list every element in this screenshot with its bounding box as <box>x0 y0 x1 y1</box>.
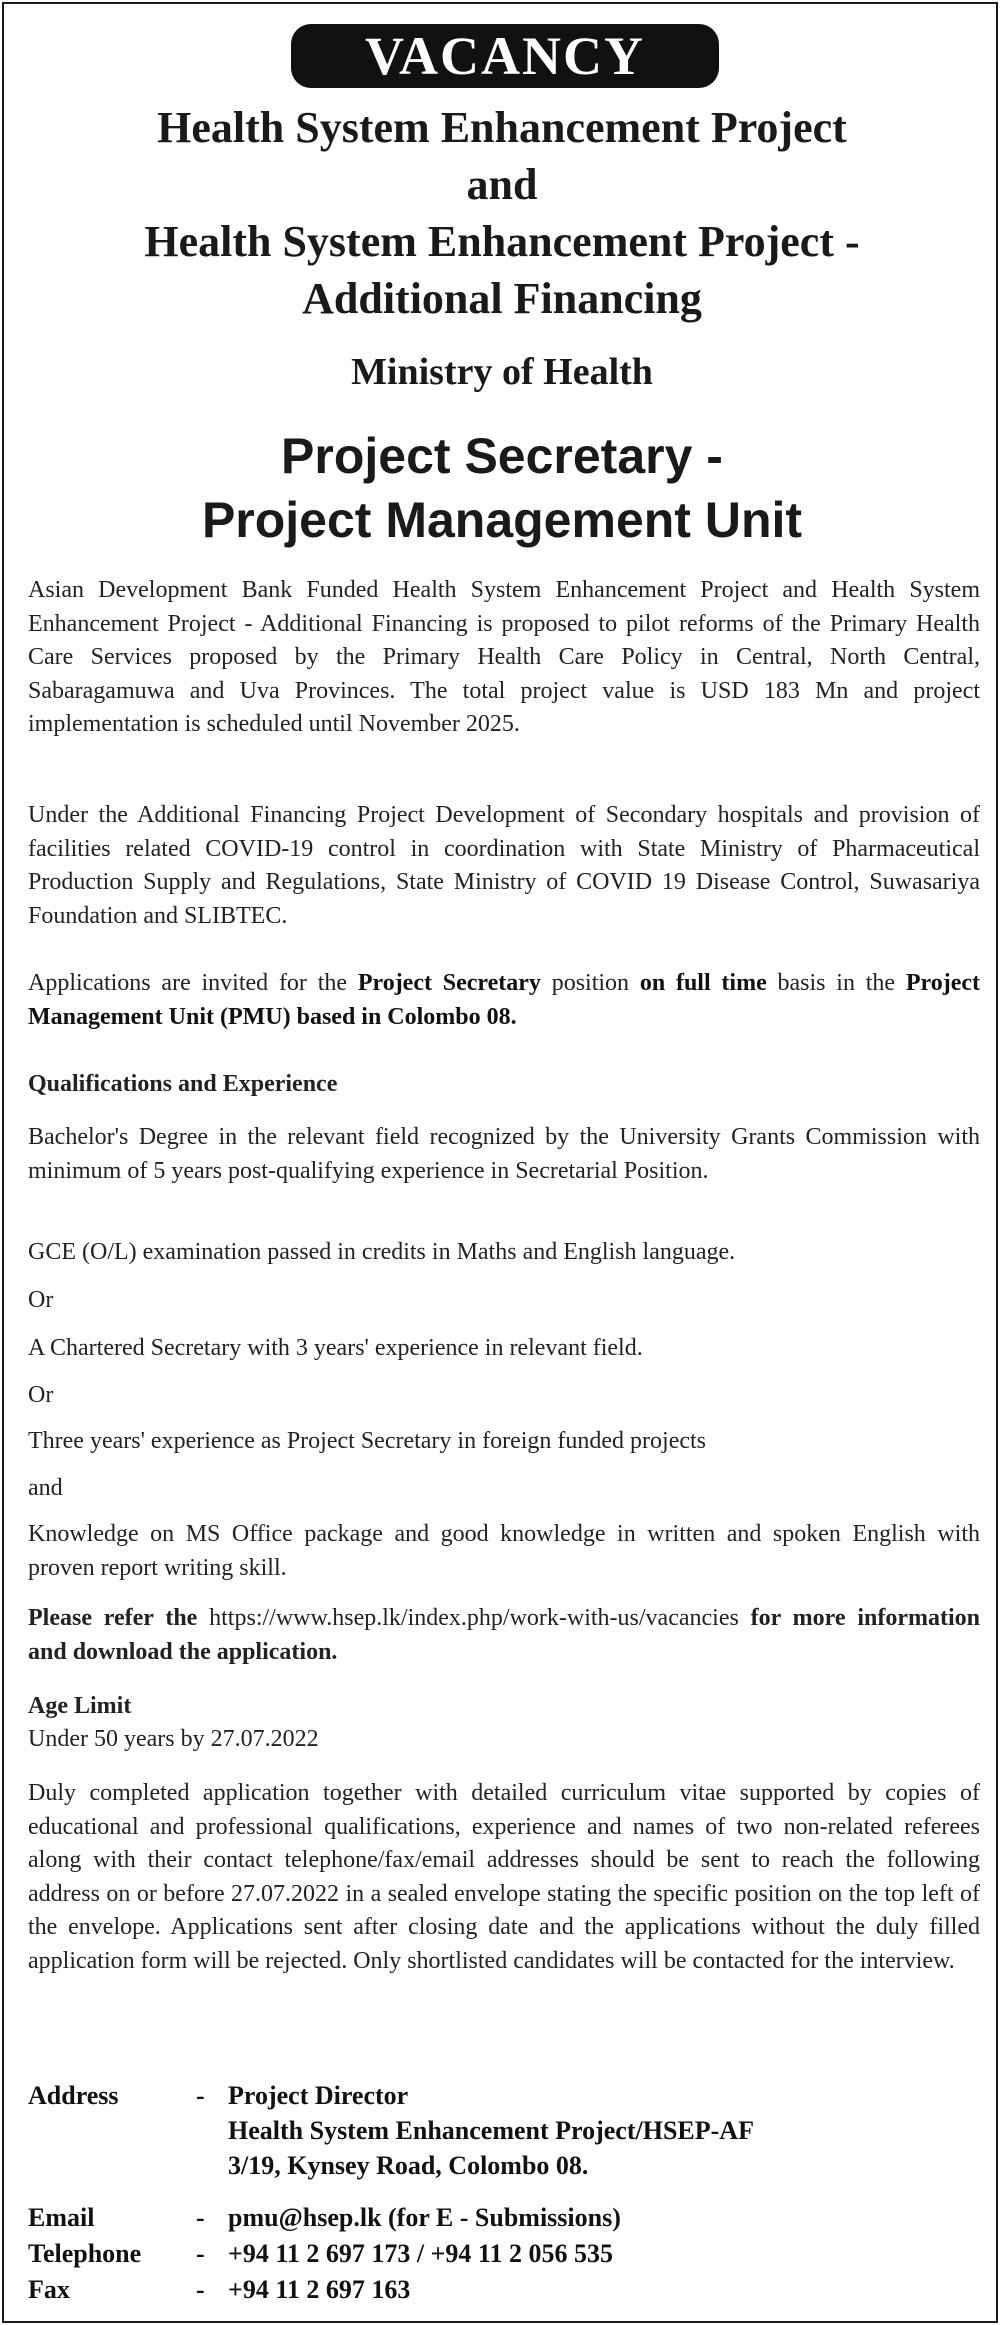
fax-value: +94 11 2 697 163 <box>228 2275 411 2304</box>
address-label: Address <box>28 2081 119 2110</box>
qualifications-heading: Qualifications and Experience <box>28 1071 338 1097</box>
qualification-chartered: A Chartered Secretary with 3 years' experience in relevant field. <box>28 1335 643 1361</box>
qualification-knowledge: Knowledge on MS Office package and good knowledge in written and spoken English with proven report writing skill. <box>28 1521 980 1581</box>
age-limit-heading: Age Limit <box>28 1693 132 1719</box>
separator-dash: - <box>196 2203 205 2232</box>
project-title-line: Health System Enhancement Project - <box>144 217 860 266</box>
telephone-label: Telephone <box>28 2239 142 2268</box>
address-line: 3/19, Kynsey Road, Colombo 08. <box>228 2151 589 2180</box>
email-label: Email <box>28 2203 95 2232</box>
age-limit-value: Under 50 years by 27.07.2022 <box>28 1726 319 1752</box>
vacancy-advertisement <box>2 2 998 2323</box>
email-value[interactable]: pmu@hsep.lk (for E - Submissions) <box>228 2203 621 2232</box>
qualification-and: and <box>28 1475 63 1501</box>
qualification-or: Or <box>28 1287 54 1313</box>
project-title-line: Health System Enhancement Project <box>157 103 847 152</box>
invite-text: basis in the <box>766 970 906 996</box>
separator-dash: - <box>196 2239 205 2268</box>
position-title <box>4 424 1000 552</box>
separator-dash: - <box>196 2081 205 2110</box>
separator-dash: - <box>196 2275 205 2304</box>
vacancy-banner <box>291 24 719 88</box>
address-line: Project Director <box>228 2081 409 2110</box>
invite-basis: on full time <box>639 970 767 996</box>
refer-prefix: Please refer the <box>28 1605 210 1631</box>
address-value <box>228 2078 754 2183</box>
project-title <box>4 99 1000 327</box>
fax-label: Fax <box>28 2275 70 2304</box>
application-instructions: Duly completed application together with detailed curriculum vitae supported by copies of educational and professional qualifications, experience and names of two non-related referees along with their contact telephone/fax/email addresses should be sent to reach the following address on or before 27.07.2022 in a sealed envelope stating the specific position on the top left of the envelope. Applications sent after closing date and the applications without the duly filled application form will be rejected. Only shortlisted candidates will be contacted for the interview. <box>28 1780 980 1974</box>
additional-financing-paragraph: Under the Additional Financing Project Development of Secondary hospitals and provision of facilities related COVID-19 control in coordination with State Ministry of Pharmaceutical Production Supply and Regulations, State Ministry of COVID 19 Disease Control, Suwasariya Foundation and SLIBTEC. <box>28 802 980 929</box>
vacancies-link[interactable]: https://www.hsep.lk/index.php/work-with-us/vacancies <box>209 1605 739 1631</box>
project-title-line: Additional Financing <box>302 274 702 323</box>
banner-text: VACANCY <box>364 26 646 86</box>
qualification-degree: Bachelor's Degree in the relevant field recognized by the University Grants Commission with minimum of 5 years post-qualifying experience in Secretarial Position. <box>28 1124 980 1184</box>
invite-unit: Project Management Unit (PMU) based in Colombo 08. <box>28 970 981 1030</box>
refer-suffix: for more information and download the application. <box>28 1605 980 1665</box>
invitation-paragraph <box>28 967 980 1034</box>
project-title-line: and <box>466 160 538 209</box>
ministry-name: Ministry of Health <box>351 351 653 393</box>
address-line: Health System Enhancement Project/HSEP-AF <box>228 2116 754 2145</box>
address-row <box>28 2078 980 2183</box>
intro-paragraph: Asian Development Bank Funded Health System Enhancement Project and Health System Enhancement Project - Additional Financing is proposed to pilot reforms of the Primary Health Care Services proposed by the Primary Health Care Policy in Central, North Central, Sabaragamuwa and Uva Provinces. The total project value is USD 183 Mn and project implementation is scheduled until November 2025. <box>28 577 980 737</box>
invite-text: Applications are invited for the <box>28 970 358 996</box>
position-title-line: Project Secretary - <box>281 428 723 484</box>
qualification-experience: Three years' experience as Project Secretary in foreign funded projects <box>28 1428 707 1454</box>
position-title-line: Project Management Unit <box>201 492 803 548</box>
qualification-or: Or <box>28 1382 54 1408</box>
invite-position: Project Secretary <box>357 970 541 996</box>
telephone-value: +94 11 2 697 173 / +94 11 2 056 535 <box>228 2239 613 2268</box>
refer-paragraph <box>28 1602 980 1669</box>
qualification-gce: GCE (O/L) examination passed in credits in Maths and English language. <box>28 1239 736 1265</box>
invite-text: position <box>540 970 640 996</box>
